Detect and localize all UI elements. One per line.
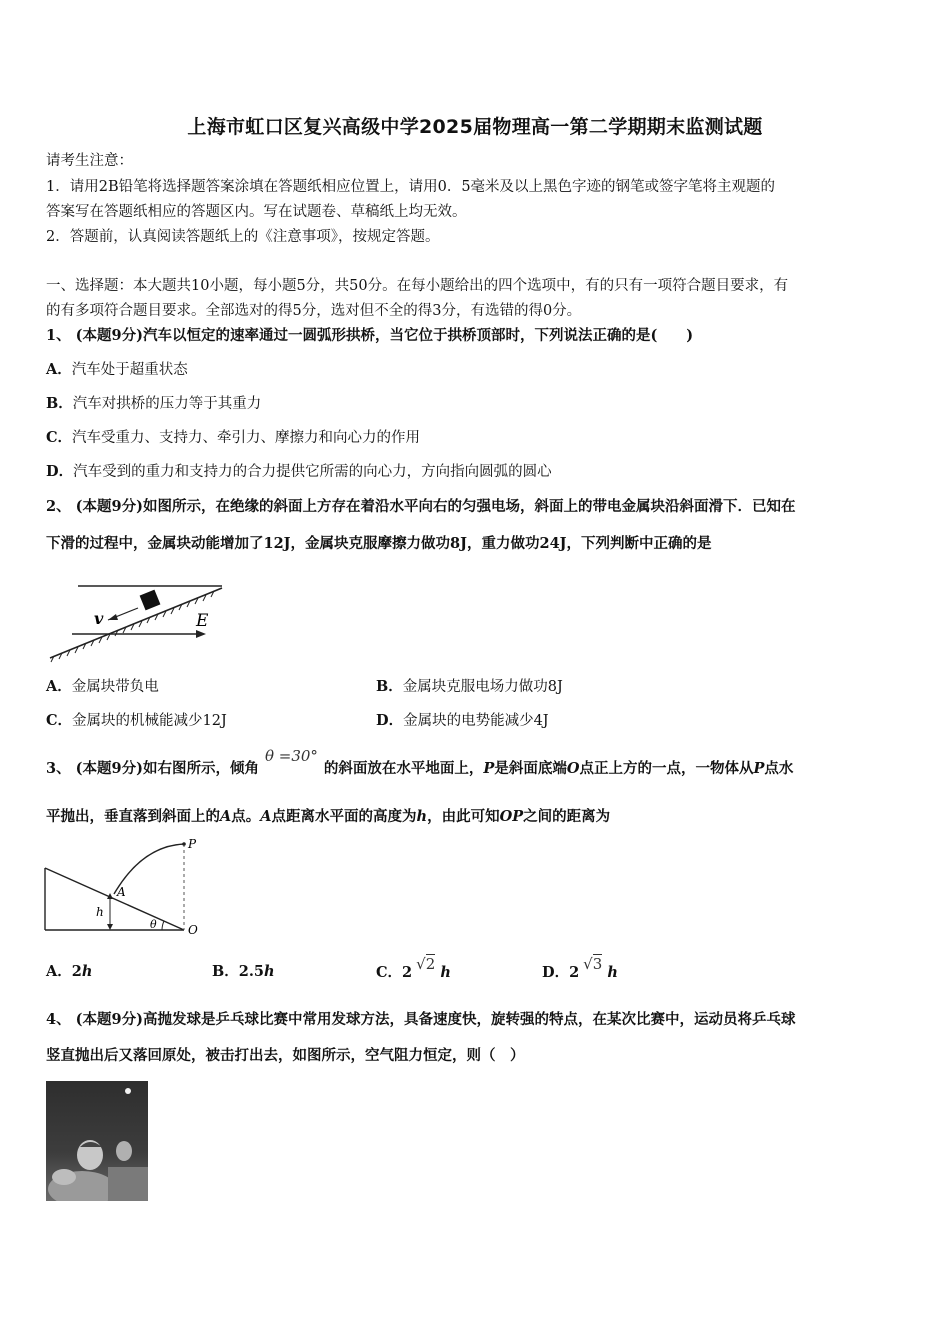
q3-point-o: O [566,760,580,777]
ball-icon [125,1088,131,1094]
q3-point-a-2: A [260,808,272,825]
q3-option-c-radicand: 2 [425,955,436,973]
q3-height-h: h [416,808,428,825]
velocity-arrow-head [108,614,118,620]
q3-option-a-var: h [81,963,93,980]
q2-option-a-key: A． [46,678,72,695]
q2-option-d-key: D． [376,712,404,729]
q3-point-p: P [483,760,495,777]
q3-option-c [376,955,451,983]
q3-option-c-var: h [440,964,451,981]
notice-heading: 请考生注意： [46,153,133,169]
q2-option-a [46,677,159,697]
q1-stem: 1、 (本题9分)汽车以恒定的速率通过一圆弧形拱桥，当它位于拱桥顶部时，下列说法正确的是( ) [46,327,694,344]
q3-option-d-sqrt: √3 [583,955,603,973]
q3-option-a-key: A． [46,963,72,980]
q3-option-b [212,962,275,982]
q3-option-d [542,955,618,983]
q2-option-a-text: 金属块带负电 [71,679,159,695]
theta-arc [162,921,164,930]
page-title: 上海市虹口区复兴高级中学2025届物理高一第二学期期末监测试题 [187,116,763,138]
label-theta: θ [150,918,157,931]
velocity-label: v [94,609,104,628]
player-arm [52,1169,76,1185]
q3-stem-post-d: 点水 [764,760,794,777]
q3-stem-pre: 3、 (本题9分)如右图所示，倾角 [46,760,259,777]
label-h: h [96,905,104,919]
q3-stem-line-1 [46,747,794,779]
q3-line2-d: ，由此可知 [427,808,500,825]
q2-option-d-text: 金属块的电势能减少4J [403,713,549,729]
q1-option-a-key: A． [46,361,72,378]
q3-segment-op: OP [499,808,524,825]
q1-option-c-key: C． [46,429,73,446]
q3-stem-line-2 [46,807,610,827]
notice-item-2: 2．答题前，认真阅读答题纸上的《注意事项》，按规定答题。 [46,229,440,245]
q3-option-b-var: h [264,963,275,980]
q3-option-d-coef: 2 [569,964,580,981]
q3-line2-b: 点。 [231,808,261,825]
q1-option-a [46,360,188,380]
q1-option-c [46,428,420,448]
q3-line2-c: 点距离水平面的高度为 [271,808,417,825]
q3-option-b-key: B． [212,963,239,980]
q3-stem-post-a: 的斜面放在水平地面上， [323,760,484,777]
q3-option-d-var: h [607,964,618,981]
point-p-dot [182,842,186,846]
q2-incline-figure [46,580,226,664]
field-label: E [196,611,209,631]
q1-option-d-text: 汽车受到的重力和支持力的合力提供它所需的向心力，方向指向圆弧的圆心 [73,464,552,480]
notice-item-1-line-2: 答案写在答题纸相应的答题区内。写在试题卷、草稿纸上均无效。 [46,204,467,220]
q3-line2-a: 平抛出，垂直落到斜面上的 [46,808,220,825]
q1-option-d [46,462,552,482]
section-1-line-2: 的有多项符合题目要求。全部选对的得5分，选对但不全的得3分，有选错的得0分。 [46,303,582,319]
q2-option-b-text: 金属块克服电场力做功8J [402,679,563,695]
label-p: P [188,837,197,851]
incline-hatching [51,591,214,662]
notice-item-1-line-1: 1．请用2B铅笔将选择题答案涂填在答题纸相应位置上，请用0．5毫米及以上黑色字迹的钢笔或签字笔将主观题的 [46,179,776,195]
q2-option-c-text: 金属块的机械能减少12J [72,713,227,729]
q1-option-b-text: 汽车对拱桥的压力等于其重力 [72,396,262,412]
q3-option-c-sqrt: √2 [416,955,436,973]
label-a: A [117,885,126,899]
label-o: O [188,923,198,937]
q2-stem-line-1: 2、 (本题9分)如图所示，在绝缘的斜面上方存在着沿水平向右的匀强电场，斜面上的带电金属块沿斜面滑下．已知在 [46,498,796,515]
q1-option-c-text: 汽车受重力、支持力、牵引力、摩擦力和向心力的作用 [72,430,421,446]
metal-block [140,590,161,611]
q2-option-c-key: C． [46,712,73,729]
photo-foreground [108,1167,148,1201]
q3-option-a [46,962,92,982]
height-arrow-down [107,924,113,930]
q4-stem-line-2: 竖直抛出后又落回原处，被击打出去，如图所示，空气阻力恒定，则（ ） [46,1047,525,1064]
q3-stem-post-c: 点正上方的一点，一物体从 [579,760,754,777]
q2-option-b [376,677,563,697]
q2-option-c [46,711,227,731]
q3-option-d-radicand: 3 [592,955,603,973]
q1-option-b-key: B． [46,395,73,412]
q3-option-a-coef: 2 [71,963,82,980]
q4-table-tennis-photo [46,1081,148,1201]
q3-stem-post-b: 是斜面底端 [494,760,567,777]
player-hand [116,1141,132,1161]
q3-angle: θ =30° [264,747,318,765]
q3-option-b-coef: 2.5 [238,963,264,980]
q2-option-b-key: B． [376,678,403,695]
q2-stem-line-2: 下滑的过程中，金属块动能增加了12J，金属块克服摩擦力做功8J，重力做功24J，下列判断中正确的是 [46,535,712,552]
q3-point-a: A [220,808,232,825]
q3-line2-e: 之间的距离为 [523,808,611,825]
q3-slope-figure [42,836,212,942]
q3-option-c-key: C． [376,964,403,981]
q1-option-a-text: 汽车处于超重状态 [71,362,188,378]
section-1-line-1: 一、选择题：本大题共10小题，每小题5分，共50分。在每小题给出的四个选项中，有的只有一项符合题目要求，有 [46,278,789,294]
q1-option-b [46,394,261,414]
q3-option-d-key: D． [542,964,570,981]
field-arrow-head [196,630,206,638]
q1-option-d-key: D． [46,463,74,480]
slope-surface [45,868,184,930]
q3-point-p-2: P [753,760,765,777]
q2-option-d [376,711,549,731]
q4-stem-line-1: 4、 (本题9分)高抛发球是乒乓球比赛中常用发球方法，具备速度快，旋转强的特点，在某次比赛中，运动员将乒乓球 [46,1011,796,1028]
q3-option-c-coef: 2 [402,964,413,981]
